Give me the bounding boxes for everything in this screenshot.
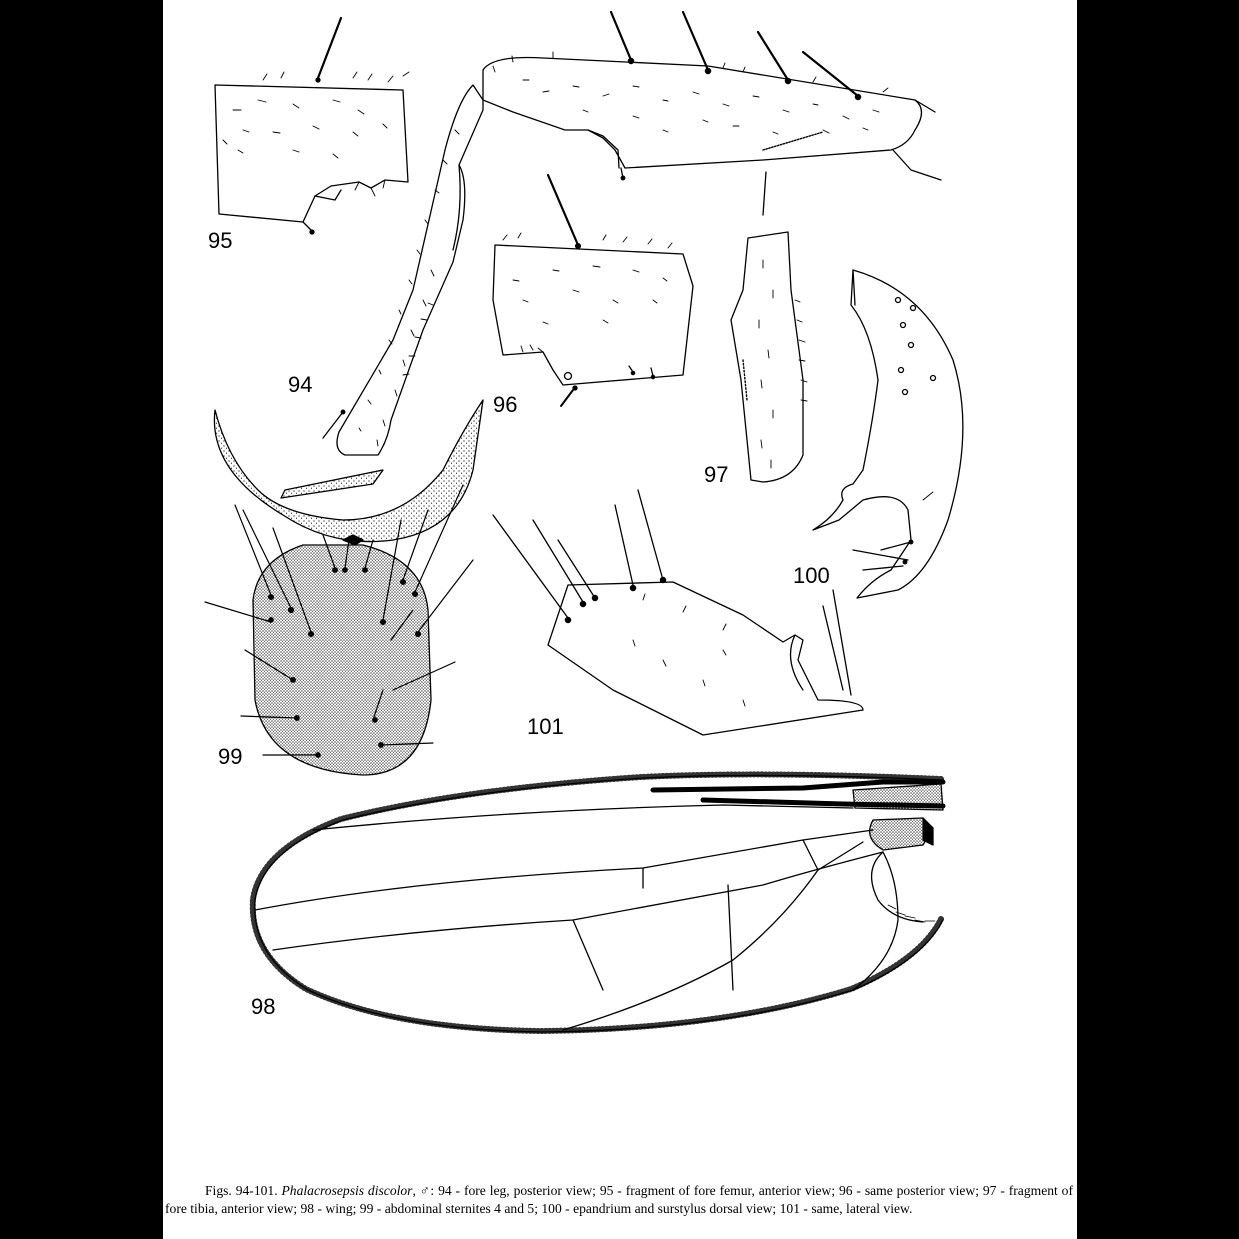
figure-96-drawing	[493, 175, 693, 406]
figure-label-96: 96	[493, 392, 518, 417]
illustration-plate	[163, 0, 1077, 1180]
figure-label-97: 97	[704, 462, 729, 487]
figure-97-drawing	[731, 172, 807, 482]
figure-100-drawing	[813, 270, 963, 598]
caption-prefix: Figs. 94-101.	[205, 1183, 282, 1198]
caption-text: 94 - fore leg, posterior view; 95 - fragment of fore femur, anterior view; 96 - same posterior view; 97 - fragment of fore tibia, anterior view; 98 - wing; 99 - abdominal sternites 4 and 5; 100 - epandrium and surstylus dorsal view; 101 - same, lateral view.	[165, 1183, 1074, 1216]
caption-species: Phalacrosepsis discolor	[281, 1183, 413, 1198]
figure-label-94: 94	[288, 372, 313, 397]
caption-sex-symbol: , ♂:	[412, 1183, 439, 1198]
figure-99-drawing	[205, 400, 483, 775]
figure-98-drawing	[253, 774, 943, 1032]
figure-caption	[165, 1182, 1073, 1218]
figure-101-drawing	[493, 490, 863, 735]
figure-label-99: 99	[218, 744, 243, 769]
figure-label-98: 98	[251, 994, 276, 1019]
figure-94-drawing	[323, 12, 941, 455]
figure-label-101: 101	[527, 714, 564, 739]
paper-page	[163, 0, 1077, 1239]
figure-label-95: 95	[208, 228, 233, 253]
figure-label-100: 100	[793, 563, 830, 588]
figure-95-drawing	[215, 18, 409, 234]
